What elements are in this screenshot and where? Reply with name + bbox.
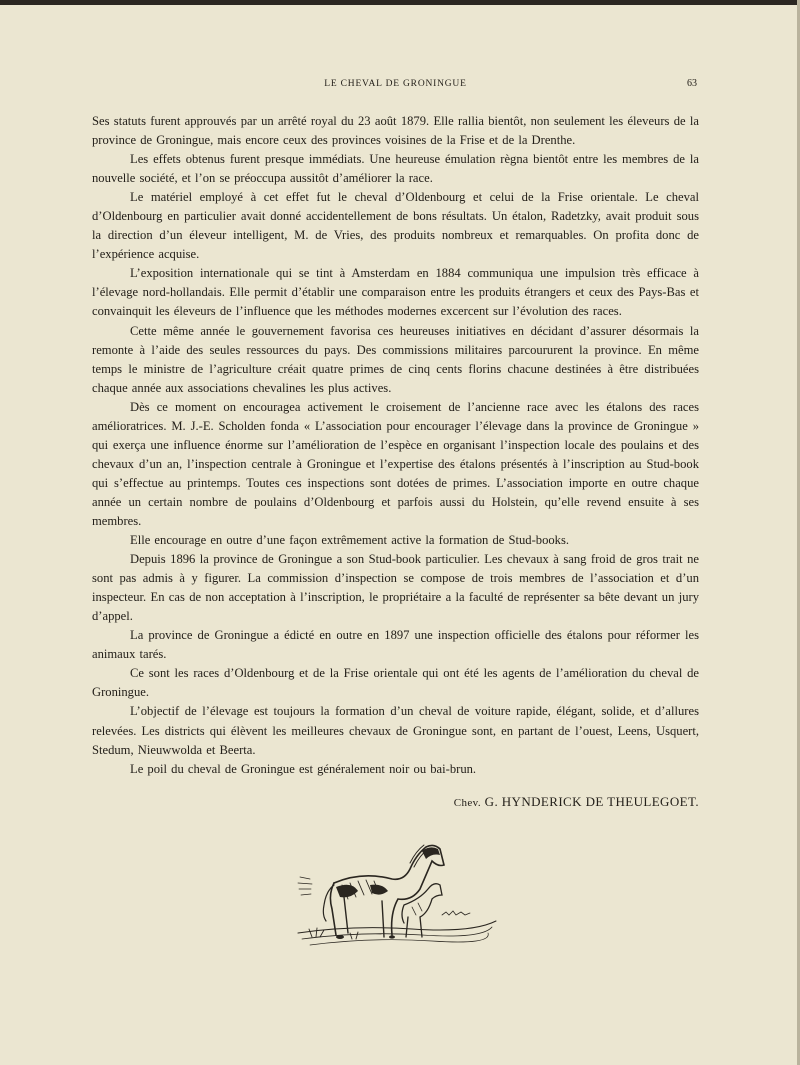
- horse-engraving-icon: [292, 833, 502, 953]
- paragraph: Elle encourage en outre d’une façon extrêmement active la formation de Stud-books.: [130, 533, 570, 548]
- signature-title: Chev.: [453, 797, 482, 809]
- page-top-edge: [0, 0, 800, 5]
- paragraph: Le poil du cheval de Groningue est généralement noir ou bai-brun.: [130, 761, 477, 776]
- paragraph: Dès ce moment on encouragea activement le croisement de l’ancienne race avec les étalons des races amélioratrices. M. J.-E. Scholden fonda « L’association pour encourager l’élevage dans la province de Groningue » qui exerça une influence énorme sur l’amélioration de l’espèce en organisant l’inspection locale des poulains et des chevaux d’un an, l’inspection centrale à Groningue et l’expertise des étalons présentés à l’inscription au Stud-book qui s’effectue au printemps. Toutes ces inspections sont dotées de primes. L’association importe en outre chaque année un certain nombre de poulains d’Oldenbourg et parfois aussi du Holstein, qu’elle revend ensuite à ses membres.: [92, 399, 699, 528]
- paragraph: Le matériel employé à cet effet fut le cheval d’Oldenbourg et celui de la Frise orientale. Le cheval d’Oldenbourg en particulier avait donné accidentellement de bons résultats. Un étalon, Radetzky, avait produit sous la direction d’un éleveur intelligent, M. de Vries, des produits nombreux et remarquables. On profita donc de l’expérience acquise.: [92, 190, 699, 262]
- running-head: [92, 79, 699, 95]
- page-number: 63: [687, 78, 697, 89]
- author-signature: [454, 794, 699, 810]
- paragraph: Cette même année le gouvernement favorisa ces heureuses initiatives en décidant d’assurer désormais la remonte à l’aide des seules ressources du pays. Des commissions militaires parcoururent la province. En même temps le ministre de l’agriculture créait quatre primes de cinq cents florins chacune destinées à être distribuées chaque année aux associations chevalines les plus actives.: [92, 323, 699, 395]
- paragraph: La province de Groningue a édicté en outre en 1897 une inspection officielle des étalons pour réformer les animaux tarés.: [92, 628, 699, 662]
- running-title: LE CHEVAL DE GRONINGUE: [324, 79, 467, 89]
- paragraph: L’exposition internationale qui se tint à Amsterdam en 1884 communiqua une impulsion très efficace à l’élevage nord-hollandais. Elle permit d’établir une comparaison entre les produits étrangers et ceux des Pays-Bas et convainquit les éleveurs de l’influence que les méthodes modernes excercent sur l’évolution des races.: [92, 266, 699, 319]
- signature-name: G. HYNDERICK DE THEULEGOET.: [484, 794, 699, 809]
- paragraph: Ses statuts furent approuvés par un arrêté royal du 23 août 1879. Elle rallia bientôt, non seulement les éleveurs de la province de Groningue, mais encore ceux des provinces voisines de la Frise et de la Drenthe.: [92, 114, 699, 148]
- paragraph: Ce sont les races d’Oldenbourg et de la Frise orientale qui ont été les agents de l’amélioration du cheval de Groningue.: [92, 666, 699, 700]
- paragraph: Les effets obtenus furent presque immédiats. Une heureuse émulation règna bientôt entre les membres de la nouvelle société, et l’on se préoccupa aussitôt d’améliorer la race.: [92, 152, 699, 186]
- paragraph: L’objectif de l’élevage est toujours la formation d’un cheval de voiture rapide, élégant, solide, et d’allures relevées. Les districts qui élèvent les meilleures chevaux de Groningue sont, en partant de l’ouest, Leens, Usquert, Stedum, Nieuwwolda et Beerta.: [92, 704, 699, 757]
- body-text: [92, 112, 699, 779]
- paragraph: Depuis 1896 la province de Groningue a son Stud-book particulier. Les chevaux à sang froid de gros trait ne sont pas admis à y figurer. La commission d’inspection se compose de trois membres de l’association et d’un inspecteur. En cas de non acceptation à l’inscription, le propriétaire a la faculté de représenter sa bête devant un jury d’appel.: [92, 552, 699, 624]
